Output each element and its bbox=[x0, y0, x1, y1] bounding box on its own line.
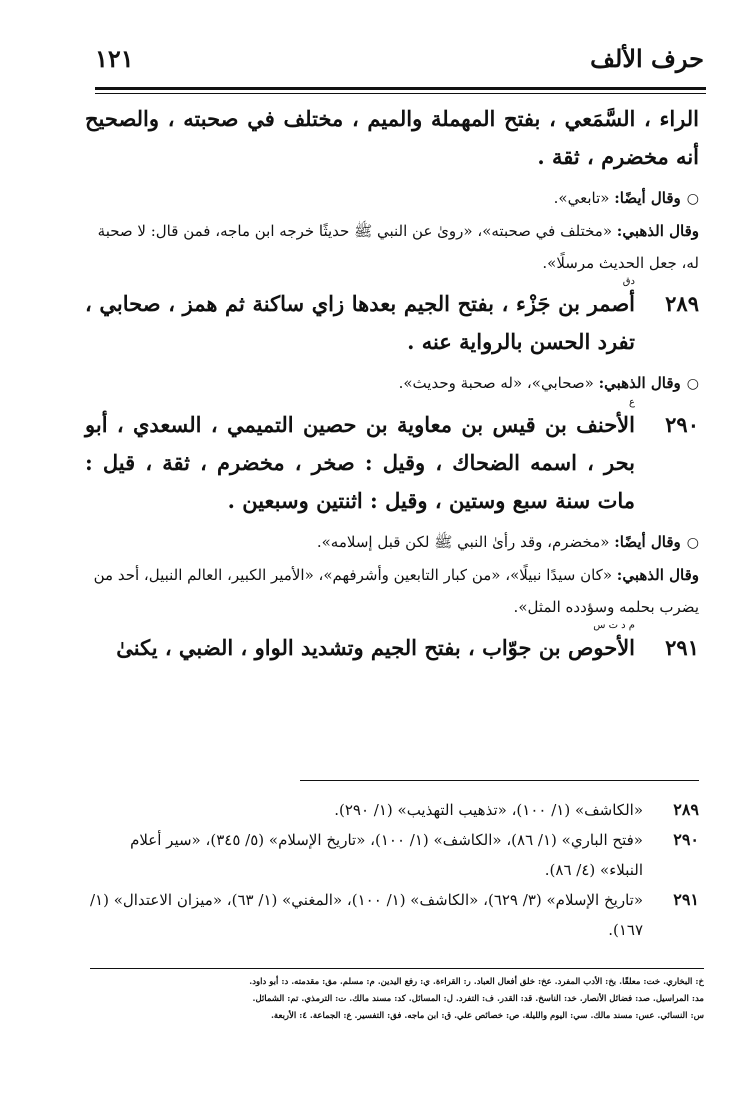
source-symbols: ع bbox=[629, 397, 635, 408]
entry-text bbox=[85, 276, 635, 361]
narrator-name: م د ت س الأحوص bbox=[567, 620, 635, 660]
footnote-number: ٢٩١ bbox=[673, 890, 699, 909]
comment-text: «صحابي»، «له صحبة وحديث». bbox=[398, 374, 594, 392]
footnote bbox=[85, 795, 699, 825]
footnote-rule bbox=[300, 780, 699, 781]
narrator-name: دق أصمر bbox=[587, 276, 635, 316]
abbreviation-line: خ: البخاري. خت: معلقًا. بخ: الأدب المفرد. عخ: خلق أفعال العباد. ر: القراءة. ي: رفع اليدين. م: مسلم. مق: مقدمته. د: أبو داود. bbox=[249, 977, 704, 987]
entry-text bbox=[85, 620, 635, 667]
footnote-text: «تاريخ الإسلام» (٣/ ٦٢٩)، «الكاشف» (١/ ١٠٠)، «المغني» (١/ ٦٣)، «ميزان الاعتدال» (١/ ١٦٧). bbox=[89, 891, 643, 939]
source-symbols: م د ت س bbox=[593, 620, 635, 631]
comment-line bbox=[85, 559, 699, 623]
entry-number: ٢٩٠ bbox=[665, 412, 699, 437]
abbreviation-line: س: النسائي. عس: مسند مالك. سي: اليوم والليلة. ص: خصائص علي. ق: ابن ماجه. فق: التفسير. ع: الجماعة. ٤: الأربعة. bbox=[270, 1011, 704, 1021]
footnote-text: «فتح الباري» (١/ ٨٦)، «الكاشف» (١/ ١٠٠)، «تاريخ الإسلام» (٥/ ٣٤٥)، «سير أعلام النبلاء» (٤/ ٨٦). bbox=[130, 831, 643, 879]
comment-text: «مختلف في صحبته»، «روىٰ عن النبي ﷺ حديثًا خرجه ابن ماجه، فمن قال: لا صحبة له، جعل الحديث مرسلًا». bbox=[97, 222, 699, 272]
entry-body: بن جوّاب ، بفتح الجيم وتشديد الواو ، الضبي ، يكنىٰ bbox=[116, 635, 561, 660]
comment-label: وقال الذهبي: bbox=[616, 566, 699, 584]
comment-line bbox=[85, 182, 699, 215]
entry-number: ٢٨٩ bbox=[665, 291, 699, 316]
footnote-number: ٢٨٩ bbox=[673, 800, 699, 819]
comment-line bbox=[85, 215, 699, 279]
comment-text: «تابعي». bbox=[553, 189, 610, 207]
comment-label: وقال الذهبي: bbox=[616, 222, 699, 240]
comment-line bbox=[85, 367, 699, 400]
entry-text bbox=[85, 397, 635, 520]
comment-text: «كان سيدًا نبيلًا»، «من كبار التابعين وأشرفهم»، «الأمير الكبير، العالم النبيل، أحد من يضرب بحلمه وسؤدده المثل». bbox=[93, 566, 699, 616]
comment-label: وقال أيضًا: bbox=[614, 189, 681, 207]
abbreviation-key bbox=[88, 974, 704, 1025]
main-text bbox=[85, 100, 699, 667]
footnote bbox=[85, 825, 699, 885]
continuation-text: الراء ، السَّمَعي ، بفتح المهملة والميم ، مختلف في صحبته ، والصحيح أنه مخضرم ، ثقة . bbox=[85, 106, 699, 169]
chapter-title: حرف الألف bbox=[590, 44, 704, 73]
entry-body: بن قيس بن معاوية بن حصين التميمي ، السعدي ، أبو بحر ، اسمه الضحاك ، وقيل : صخر ، مخضرم ، ثقة ، قيل : مات سنة سبع وستين ، وقيل : اثنتين وسبعين . bbox=[85, 412, 635, 513]
footnotes bbox=[85, 795, 699, 945]
header-rule-thick bbox=[95, 87, 706, 90]
comment-line bbox=[85, 526, 699, 559]
footnote-number: ٢٩٠ bbox=[673, 830, 699, 849]
entry-291 bbox=[85, 620, 699, 667]
source-symbols: دق bbox=[622, 276, 635, 287]
header-rule-thin bbox=[95, 93, 706, 94]
entry-289 bbox=[85, 276, 699, 361]
page-header bbox=[95, 44, 704, 80]
entry-number: ٢٩١ bbox=[665, 635, 699, 660]
narrator-name: ع الأحنف bbox=[576, 397, 635, 437]
footnote bbox=[85, 885, 699, 945]
abbreviation-rule bbox=[90, 968, 704, 969]
footnote-text: «الكاشف» (١/ ١٠٠)، «تذهيب التهذيب» (١/ ٢٩٠). bbox=[334, 801, 643, 819]
comment-label: وقال الذهبي: bbox=[598, 374, 681, 392]
page-number: ١٢١ bbox=[95, 44, 134, 73]
entry-290 bbox=[85, 397, 699, 520]
entry-body: بن جَزْء ، بفتح الجيم بعدها زاي ساكنة ثم همز ، صحابي ، تفرد الحسن بالرواية عنه . bbox=[85, 291, 635, 354]
abbreviation-line: مد: المراسيل. صد: فضائل الأنصار. خد: الناسخ. قد: القدر. ف: التفرد. ل: المسائل. كد: مسند مالك. ت: الترمذي. تم: الشمائل. bbox=[252, 994, 704, 1004]
circle-bullet-icon: ○ bbox=[686, 376, 699, 392]
circle-bullet-icon: ○ bbox=[686, 191, 699, 207]
comment-label: وقال أيضًا: bbox=[614, 533, 681, 551]
comment-text: «مخضرم، وقد رأىٰ النبي ﷺ لكن قبل إسلامه». bbox=[316, 533, 610, 551]
circle-bullet-icon: ○ bbox=[686, 535, 699, 551]
